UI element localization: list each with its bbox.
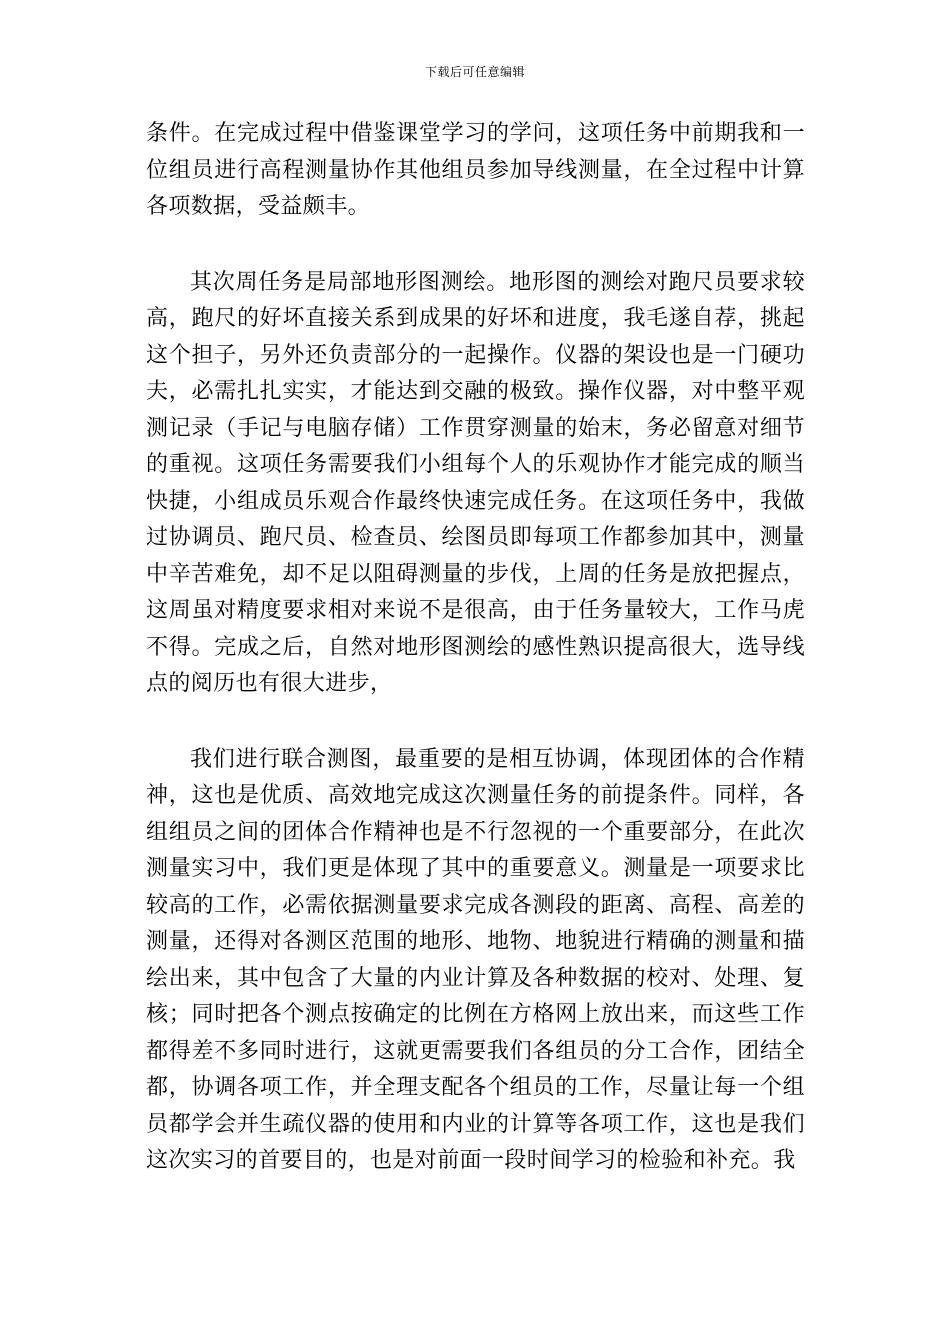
paragraph-gap bbox=[146, 703, 805, 742]
page-header: 下载后可任意编辑 bbox=[424, 65, 525, 79]
paragraph-continuation: 条件。在完成过程中借鉴课堂学习的学问，这项任务中前期我和一位组员进行高程测量协作其他组员参加导线测量，在全过程中计算各项数据，受益颇丰。 bbox=[146, 121, 805, 219]
paragraph-topographic-survey: 其次周任务是局部地形图测绘。地形图的测绘对跑尺员要求较高，跑尺的好坏直接关系到成果的好坏和进度，我毛遂自荐，挑起这个担子，另外还负责部分的一起操作。仪器的架设也是一门硬功夫，必需扎扎实实，才能达到交融的极致。操作仪器，对中整平观测记录（手记与电脑存储）工作贯穿测量的始末，务必留意对细节的重视。这项任务需要我们小组每个人的乐观协作才能完成的顺当快捷，小组成员乐观合作最终快速完成任务。在这项任务中，我做过协调员、跑尺员、检查员、绘图员即每项工作都参加其中，测量中辛苦难免，却不足以阻碍测量的步伐，上周的任务是放把握点，这周虽对精度要求相对来说不是很高，由于任务量较大，工作马虎不得。完成之后，自然对地形图测绘的感性熟识提高很大，选导线点的阅历也有很大进步， bbox=[146, 269, 805, 696]
paragraph-joint-mapping: 我们进行联合测图，最重要的是相互协调，体现团体的合作精神，这也是优质、高效地完成这次测量任务的前提条件。同样，各组组员之间的团体合作精神也是不行忽视的一个重要部分，在此次测量实习中，我们更是体现了其中的重要意义。测量是一项要求比较高的工作，必需依据测量要求完成各测段的距离、高程、高差的测量，还得对各测区范围的地形、地物、地貌进行精确的测量和描绘出来，其中包含了大量的内业计算及各种数据的校对、处理、复核；同时把各个测点按确定的比例在方格网上放出来，而这些工作都得差不多同时进行，这就更需要我们各组员的分工合作，团结全都，协调各项工作，并全理支配各个组员的工作，尽量让每一个组员都学会并生疏仪器的使用和内业的计算等各项工作，这也是我们这次实习的首要目的，也是对前面一段时间学习的检验和补充。我 bbox=[146, 746, 805, 1173]
document-body bbox=[146, 116, 805, 1180]
paragraph-gap bbox=[146, 226, 805, 265]
